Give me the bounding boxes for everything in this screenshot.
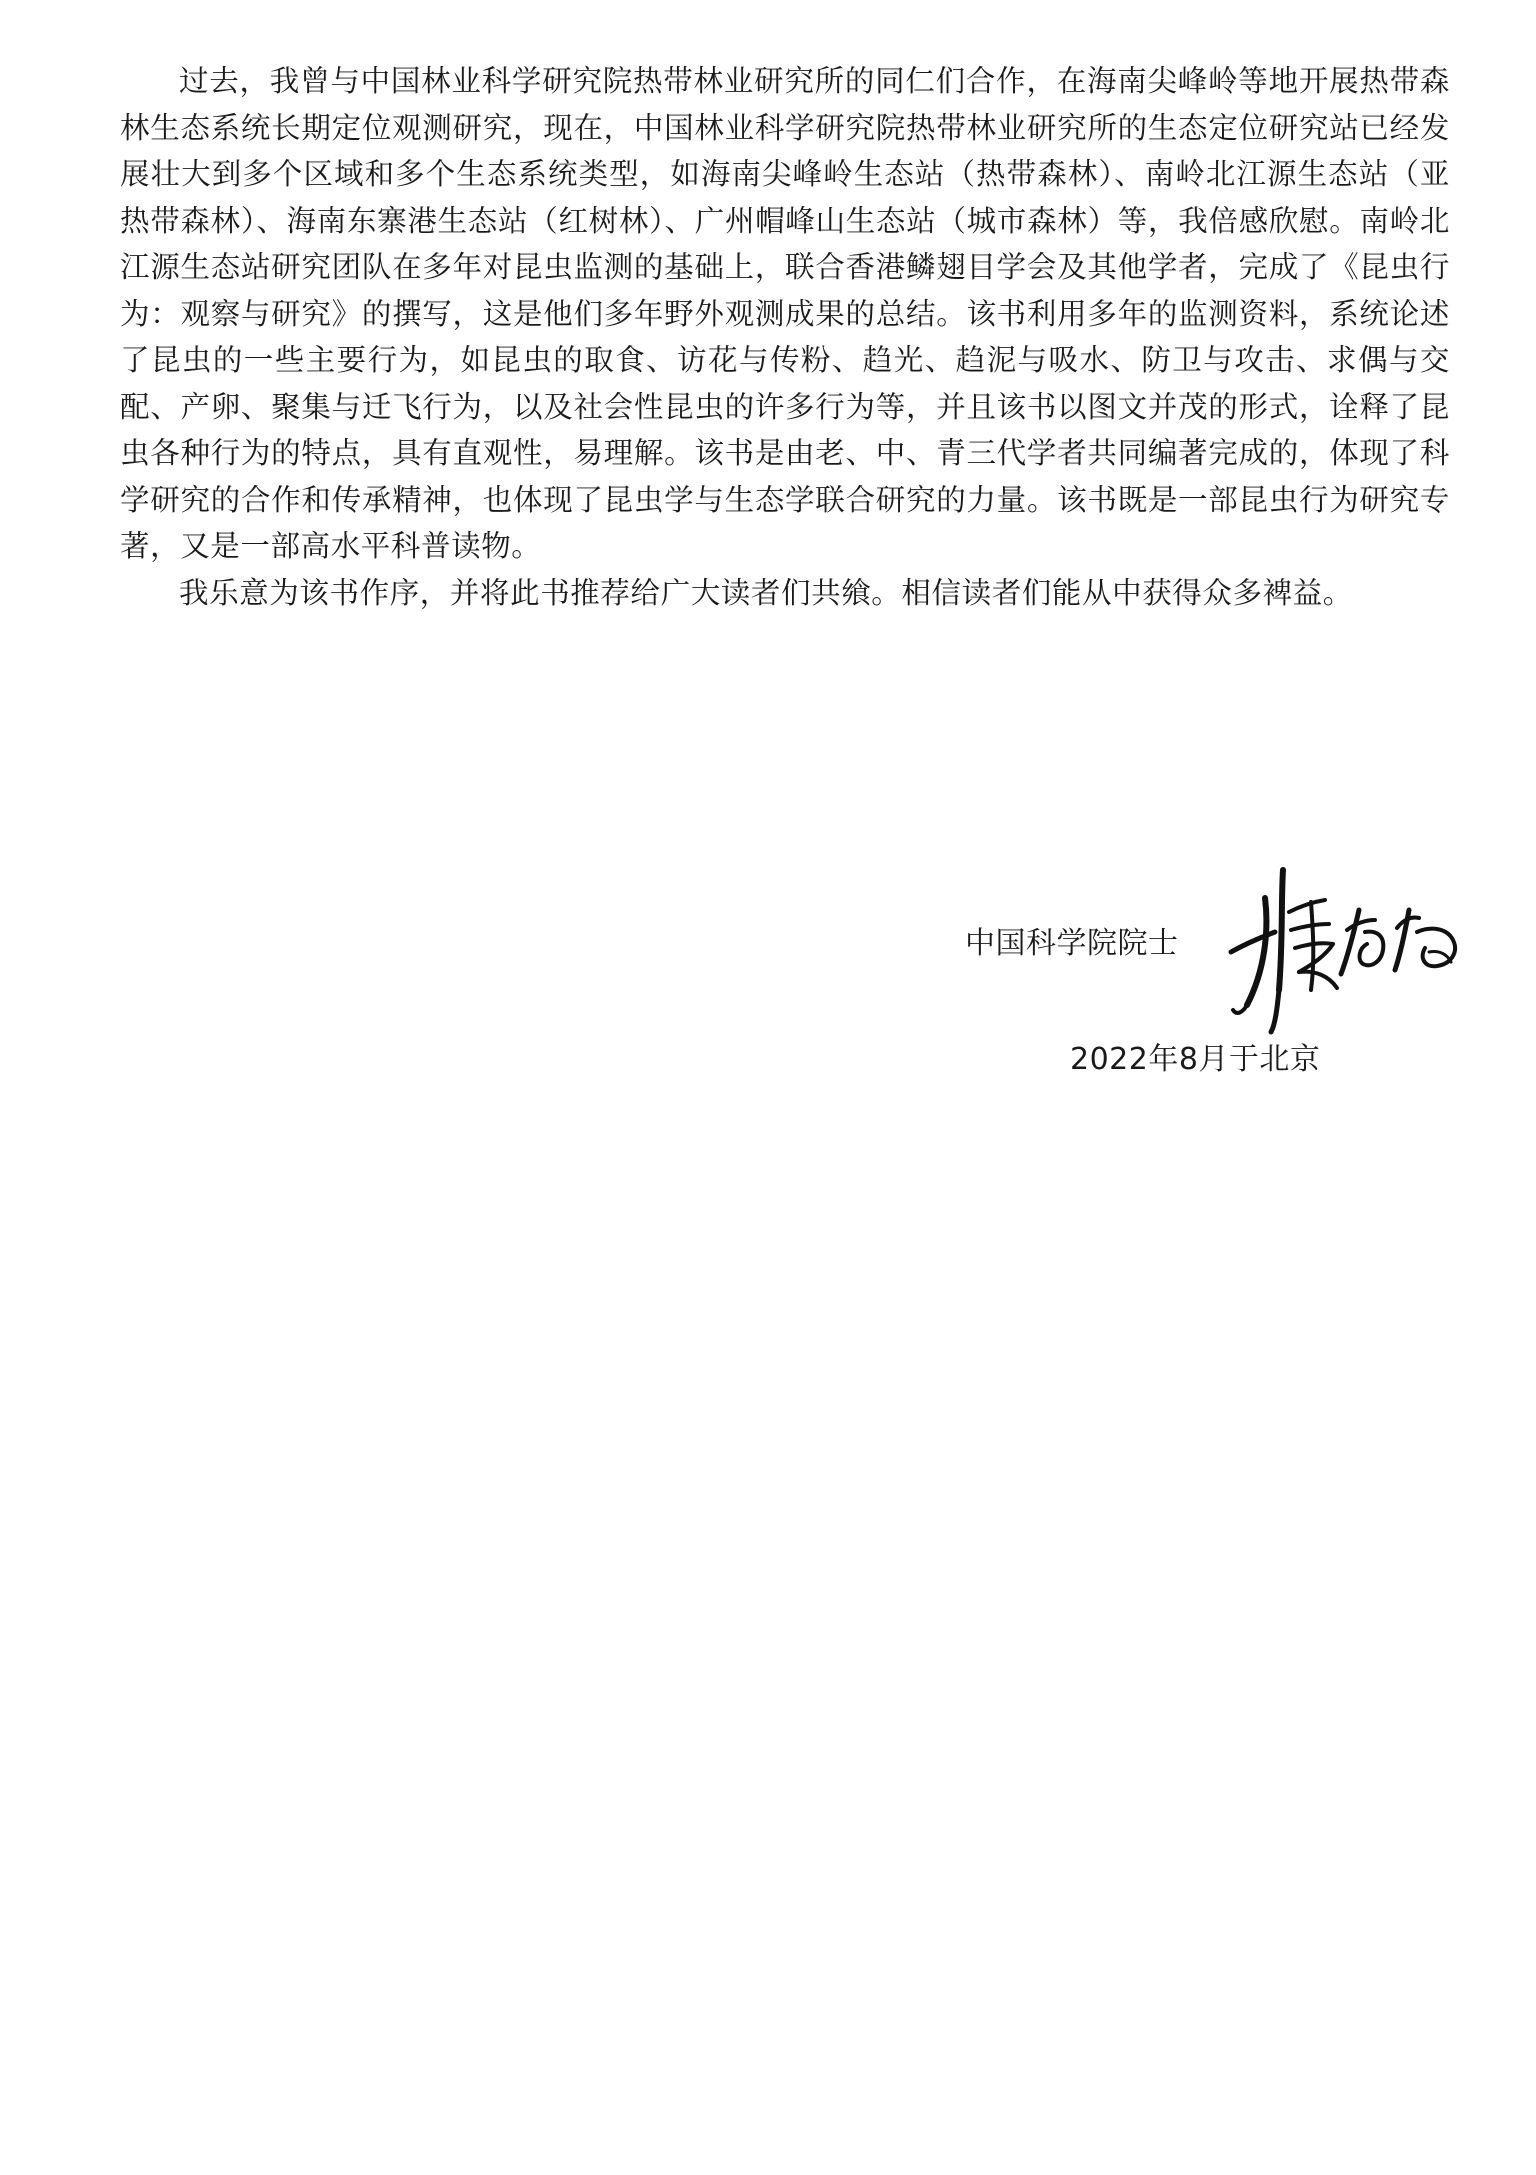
paragraph-2: 我乐意为该书作序，并将此书推荐给广大读者们共飨。相信读者们能从中获得众多裨益。 bbox=[179, 575, 1353, 610]
sign-date: 2022年8月于北京 bbox=[1070, 1042, 1321, 1077]
paragraph-1: 过去，我曾与中国林业科学研究院热带林业研究所的同仁们合作，在海南尖峰岭等地开展热带森林生态系统长期定位观测研究，现在，中国林业科学研究院热带林业研究所的生态定位研究站已经发展壮大到多个区域和多个生态系统类型，如海南尖峰岭生态站（热带森林）、南岭北江源生态站（亚热带森林）、海南东寨港生态站（红树林）、广州帽峰山生态站（城市森林）等，我倍感欣慰。南岭北江源生态站研究团队在多年对昆虫监测的基础上，联合香港鳞翅目学会及其他学者，完成了《昆虫行为：观察与研究》的撰写，这是他们多年野外观测成果的总结。该书利用多年的监测资料，系统论述了昆虫的一些主要行为，如昆虫的取食、访花与传粉、趋光、趋泥与吸水、防卫与攻击、求偶与交配、产卵、聚集与迁飞行为，以及社会性昆虫的许多行为等，并且该书以图文并茂的形式，诠释了昆虫各种行为的特点，具有直观性，易理解。该书是由老、中、青三代学者共同编著完成的，体现了科学研究的合作和传承精神，也体现了昆虫学与生态学联合研究的力量。该书既是一部昆虫行为研究专著，又是一部高水平科普读物。 bbox=[120, 64, 1450, 563]
author-title: 中国科学院院士 bbox=[965, 926, 1179, 961]
handwritten-signature-icon bbox=[1225, 840, 1465, 1035]
